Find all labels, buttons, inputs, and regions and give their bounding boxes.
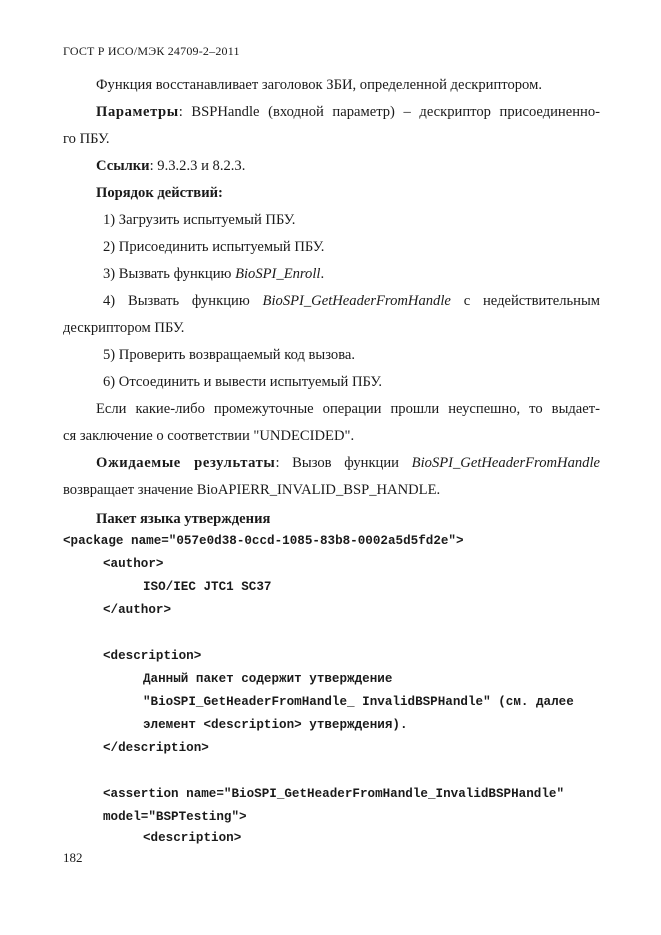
code-description-text-3: элемент <description> утверждения).: [143, 718, 408, 732]
step-3-suffix: .: [320, 266, 325, 282]
code-assertion-description-open: <description>: [143, 831, 242, 845]
expected-function: BioSPI_GetHeaderFromHandle: [411, 455, 600, 471]
expected-label: Ожидаемые результаты: [96, 455, 276, 471]
step-4-line-1: [63, 288, 600, 315]
code-author-close: </author>: [103, 603, 172, 617]
step-3-function: BioSPI_Enroll: [235, 266, 321, 282]
parameters-text: : BSPHandle (входной параметр) – дескриптор присоединенно-: [178, 104, 600, 120]
code-assertion-open: <assertion name="BioSPI_GetHeaderFromHandle_InvalidBSPHandle": [103, 787, 565, 801]
expected-line-1: [63, 450, 600, 477]
code-package-open: <package name="057e0d38-0ccd-1085-83b8-0002a5d5fd2e">: [63, 534, 464, 548]
parameters-line-2: го ПБУ.: [63, 131, 110, 147]
references-text: : 9.3.2.3 и 8.2.3.: [149, 158, 246, 174]
step-4-text: 4) Вызвать функцию: [103, 293, 263, 309]
code-author-value: ISO/IEC JTC1 SC37: [143, 580, 272, 594]
step-4-text-end: с недействительным: [450, 293, 600, 309]
references-label: Ссылки: [96, 158, 150, 174]
expected-line-2: возвращает значение BioAPIERR_INVALID_BSP_HANDLE.: [63, 482, 441, 498]
code-author-open: <author>: [103, 557, 164, 571]
expected-text: : Вызов функции: [275, 455, 412, 471]
code-description-text-2: "BioSPI_GetHeaderFromHandle_ InvalidBSPHandle" (см. далее: [143, 695, 574, 709]
package-heading: Пакет языка утверждения: [96, 511, 271, 527]
code-description-close: </description>: [103, 741, 209, 755]
parameters-label: Параметры: [96, 104, 179, 120]
code-assertion-model: model="BSPTesting">: [103, 810, 247, 824]
step-1: 1) Загрузить испытуемый ПБУ.: [103, 212, 296, 228]
steps-heading: Порядок действий:: [96, 185, 223, 201]
step-4-function: BioSPI_GetHeaderFromHandle: [262, 293, 451, 309]
failure-line-2: ся заключение о соответствии "UNDECIDED".: [63, 428, 355, 444]
step-3-text: 3) Вызвать функцию: [103, 266, 236, 282]
code-description-open: <description>: [103, 649, 202, 663]
failure-line-1: [63, 396, 600, 423]
parameters-line-1: [63, 99, 600, 126]
paragraph-function-description: Функция восстанавливает заголовок ЗБИ, определенной дескриптором.: [96, 77, 542, 93]
references-line: [96, 153, 245, 180]
failure-text: Если какие-либо промежуточные операции прошли неуспешно, то выдает-: [96, 401, 600, 417]
step-6: 6) Отсоединить и вывести испытуемый ПБУ.: [103, 374, 382, 390]
standard-header: ГОСТ Р ИСО/МЭК 24709-2–2011: [63, 44, 240, 58]
code-description-text-1: Данный пакет содержит утверждение: [143, 672, 393, 686]
step-4-line-2: дескриптором ПБУ.: [63, 320, 185, 336]
step-5: 5) Проверить возвращаемый код вызова.: [103, 347, 356, 363]
step-3: [103, 261, 324, 288]
page-number: 182: [63, 850, 83, 865]
step-2: 2) Присоединить испытуемый ПБУ.: [103, 239, 325, 255]
